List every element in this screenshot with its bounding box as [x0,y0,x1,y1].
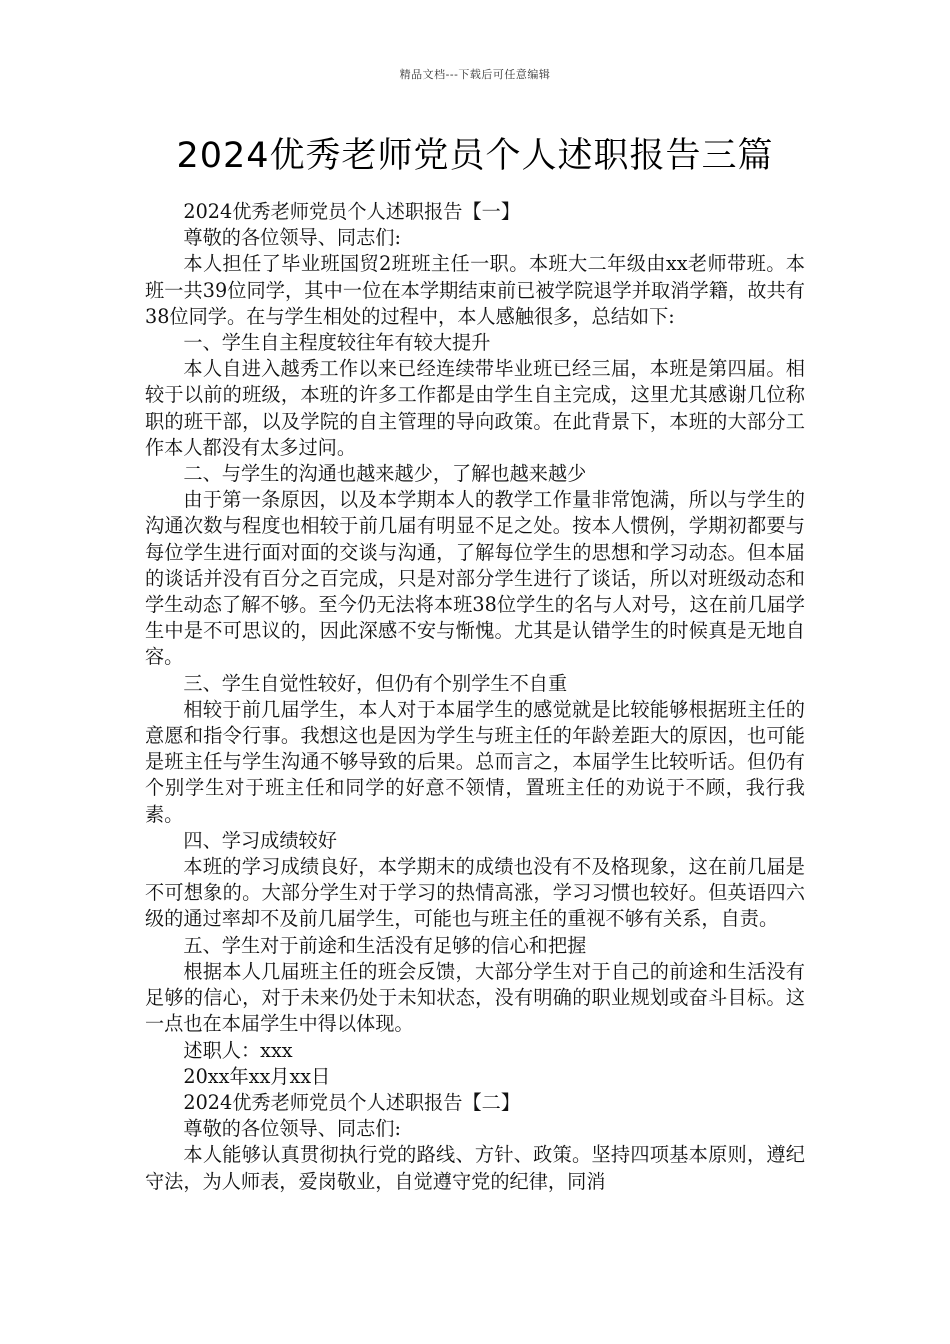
header-note: 精品文档---下载后可任意编辑 [399,68,551,81]
section-heading: 一、学生自主程度较往年有较大提升 [183,331,491,355]
document-body [145,199,805,1195]
salutation: 尊敬的各位领导、同志们: [183,1117,401,1141]
body-paragraph: 本人能够认真贯彻执行党的路线、方针、政策。坚持四项基本原则，遵纪守法，为人师表，爱岗敬业，自觉遵守党的纪律，同消 [145,1143,805,1193]
body-paragraph: 本人自进入越秀工作以来已经连续带毕业班已经三届，本班是第四届。相较于以前的班级，本班的许多工作都是由学生自主完成，这里尤其感谢几位称职的班干部，以及学院的自主管理的导向政策。在此背景下，本班的大部分工作本人都没有太多过问。 [145,357,805,459]
body-paragraph: 本班的学习成绩良好，本学期末的成绩也没有不及格现象，这在前几届是不可想象的。大部分学生对于学习的热情高涨，学习习惯也较好。但英语四六级的通过率却不及前几届学生，可能也与班主任的重视不够有关系，自责。 [145,855,805,931]
body-paragraph: 本人担任了毕业班国贸2班班主任一职。本班大二年级由xx老师带班。本班一共39位同学，其中一位在本学期结束前已被学院退学并取消学籍，故共有38位同学。在与学生相处的过程中，本人感触很多，总结如下: [145,252,805,328]
document-title: 2024优秀老师党员个人述职报告三篇 [176,136,774,176]
section-heading: 三、学生自觉性较好，但仍有个别学生不自重 [183,671,568,695]
salutation: 尊敬的各位领导、同志们: [183,226,401,250]
date-line: 20xx年xx月xx日 [183,1064,331,1088]
body-paragraph: 相较于前几届学生，本人对于本届学生的感觉就是比较能够根据班主任的意愿和指令行事。我想这也是因为学生与班主任的年龄差距大的原因，也可能是班主任与学生沟通不够导致的后果。总而言之，本届学生比较听话。但仍有个别学生对于班主任和同学的好意不领情，置班主任的劝说于不顾，我行我素。 [145,697,805,826]
body-paragraph: 由于第一条原因，以及本学期本人的教学工作量非常饱满，所以与学生的沟通次数与程度也相较于前几届有明显不足之处。按本人惯例，学期初都要与每位学生进行面对面的交谈与沟通，了解每位学生的思想和学习动态。但本届的谈话并没有百分之百完成，只是对部分学生进行了谈话，所以对班级动态和学生动态了解不够。至今仍无法将本班38位学生的名与人对号，这在前几届学生中是不可思议的，因此深感不安与惭愧。尤其是认错学生的时候真是无地自容。 [145,488,805,669]
body-paragraph: 根据本人几届班主任的班会反馈，大部分学生对于自己的前途和生活没有足够的信心，对于未来仍处于未知状态，没有明确的职业规划或奋斗目标。这一点也在本届学生中得以体现。 [145,959,805,1036]
signature-line: 述职人：xxx [183,1038,293,1062]
report-two-heading: 2024优秀老师党员个人述职报告【二】 [183,1090,521,1114]
section-heading: 四、学习成绩较好 [183,828,337,852]
section-heading: 二、与学生的沟通也越来越少，了解也越来越少 [183,462,587,486]
report-one-heading: 2024优秀老师党员个人述职报告【一】 [183,200,521,223]
section-heading: 五、学生对于前途和生活没有足够的信心和把握 [183,933,587,957]
